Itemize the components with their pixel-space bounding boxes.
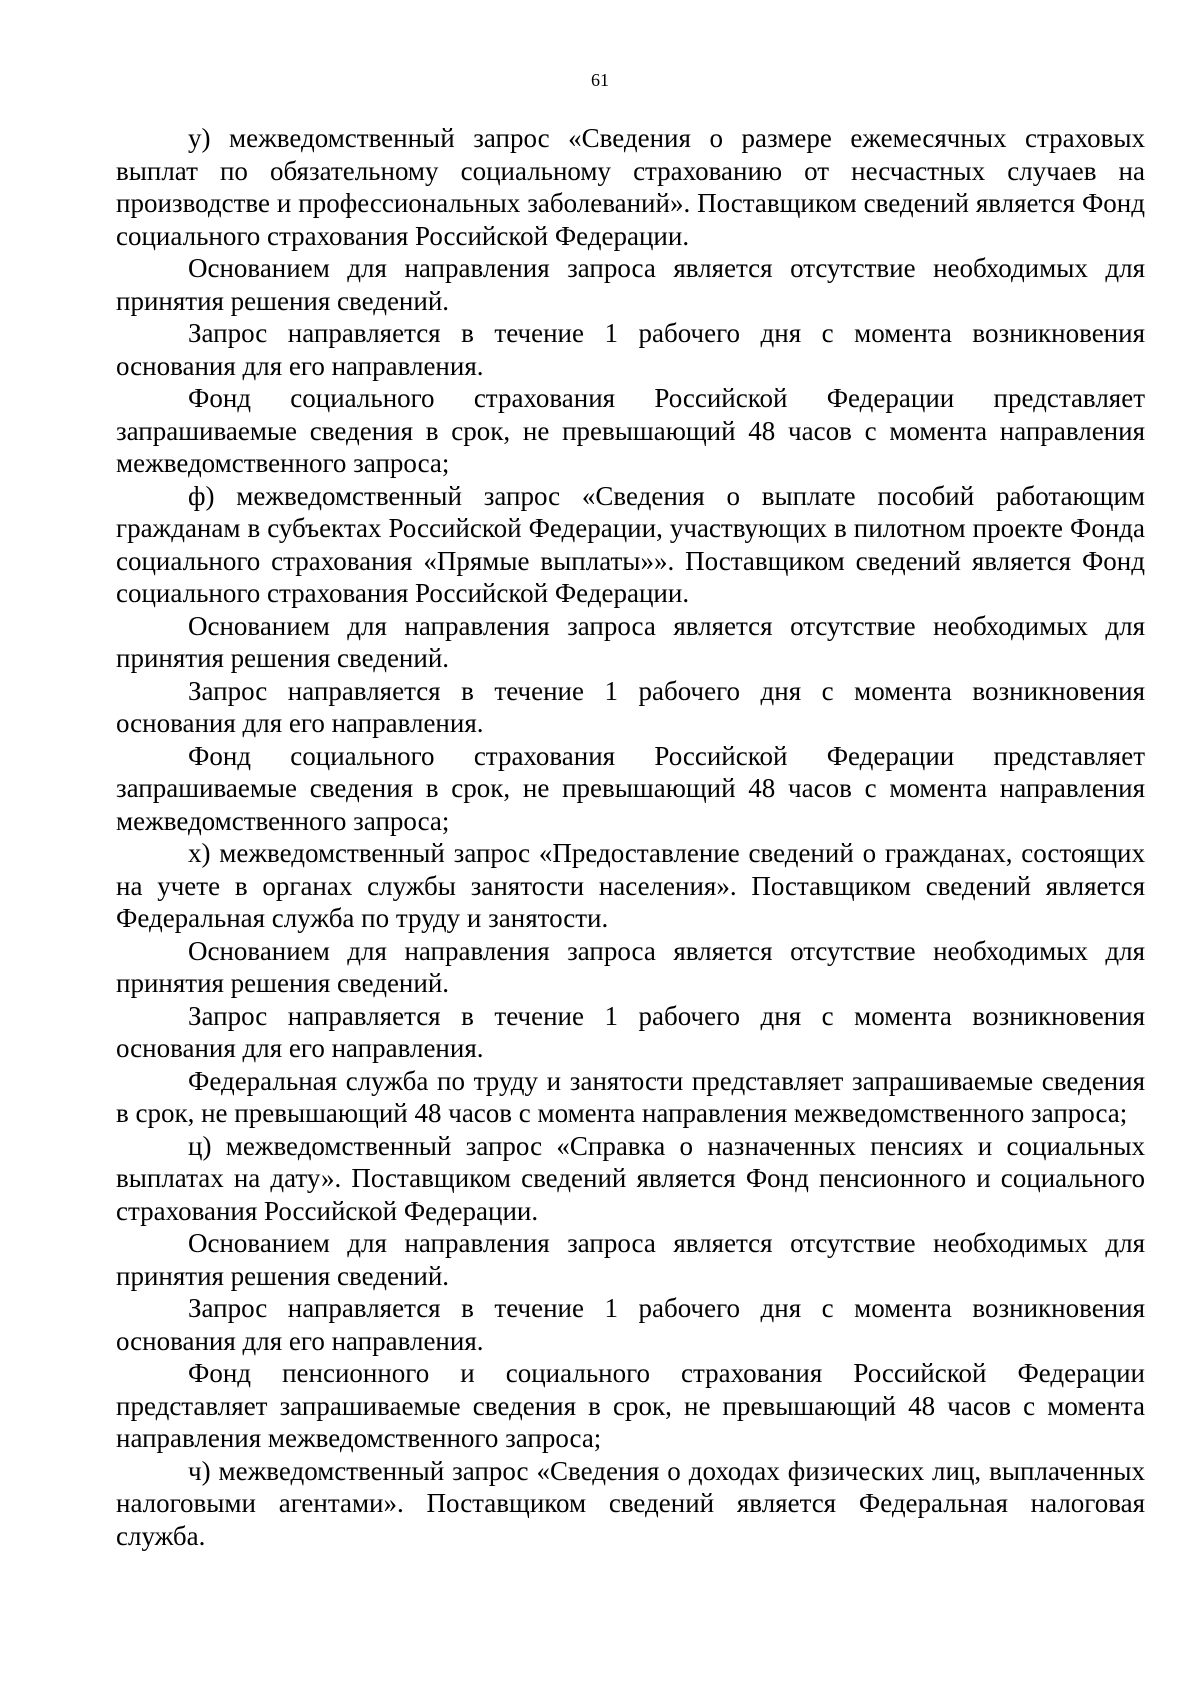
paragraph-response-term: Фонд пенсионного и социального страхования Российской Федерации представляет запрашиваемые сведения в срок, не превышающий 48 часов с момента направления межведомственного запроса; <box>116 1358 1145 1453</box>
paragraph-ch-request: ч) межведомственный запрос «Сведения о доходах физических лиц, выплаченных налоговыми агентами». Поставщиком сведений является Федеральная налоговая служба. <box>116 1455 1145 1551</box>
paragraph-basis: Основанием для направления запроса является отсутствие необходимых для принятия решения сведений. <box>116 935 1145 998</box>
paragraph-kh-request: х) межведомственный запрос «Предоставление сведений о гражданах, состоящих на учете в органах службы занятости населения». Поставщиком сведений является Федеральная служба по труду и занятости. <box>116 838 1145 933</box>
paragraph-basis: Основанием для направления запроса является отсутствие необходимых для принятия решения сведений. <box>116 253 1145 316</box>
document-body <box>116 122 1145 1552</box>
paragraph-u-request: у) межведомственный запрос «Сведения о размере ежемесячных страховых выплат по обязательному социальному страхованию от несчастных случаев на производстве и профессиональных заболеваний». Поставщиком сведений является Фонд социального страхования Российской Федерации. <box>116 123 1145 251</box>
paragraph-response-term: Фонд социального страхования Российской Федерации представляет запрашиваемые сведения в срок, не превышающий 48 часов с момента направления межведомственного запроса; <box>116 383 1145 478</box>
paragraph-response-term: Фонд социального страхования Российской Федерации представляет запрашиваемые сведения в срок, не превышающий 48 часов с момента направления межведомственного запроса; <box>116 740 1145 836</box>
paragraph-basis: Основанием для направления запроса является отсутствие необходимых для принятия решения сведений. <box>116 1228 1145 1291</box>
paragraph-deadline: Запрос направляется в течение 1 рабочего дня с момента возникновения основания для его направления. <box>116 1000 1145 1063</box>
paragraph-ts-request: ц) межведомственный запрос «Справка о назначенных пенсиях и социальных выплатах на дату». Поставщиком сведений является Фонд пенсионного и социального страхования Российской Федерации. <box>116 1130 1145 1226</box>
page-number: 61 <box>591 70 609 90</box>
paragraph-response-term: Федеральная служба по труду и занятости представляет запрашиваемые сведения в срок, не превышающий 48 часов с момента направления межведомственного запроса; <box>116 1065 1145 1128</box>
paragraph-deadline: Запрос направляется в течение 1 рабочего дня с момента возникновения основания для его направления. <box>116 318 1145 381</box>
paragraph-deadline: Запрос направляется в течение 1 рабочего дня с момента возникновения основания для его направления. <box>116 1293 1145 1356</box>
paragraph-basis: Основанием для направления запроса является отсутствие необходимых для принятия решения сведений. <box>116 610 1145 673</box>
paragraph-deadline: Запрос направляется в течение 1 рабочего дня с момента возникновения основания для его направления. <box>116 675 1145 738</box>
paragraph-f-request: ф) межведомственный запрос «Сведения о выплате пособий работающим гражданам в субъектах Российской Федерации, участвующих в пилотном проекте Фонда социального страхования «Прямые выплаты»». Поставщиком сведений является Фонд социального страхования Российской Федерации. <box>116 480 1145 608</box>
